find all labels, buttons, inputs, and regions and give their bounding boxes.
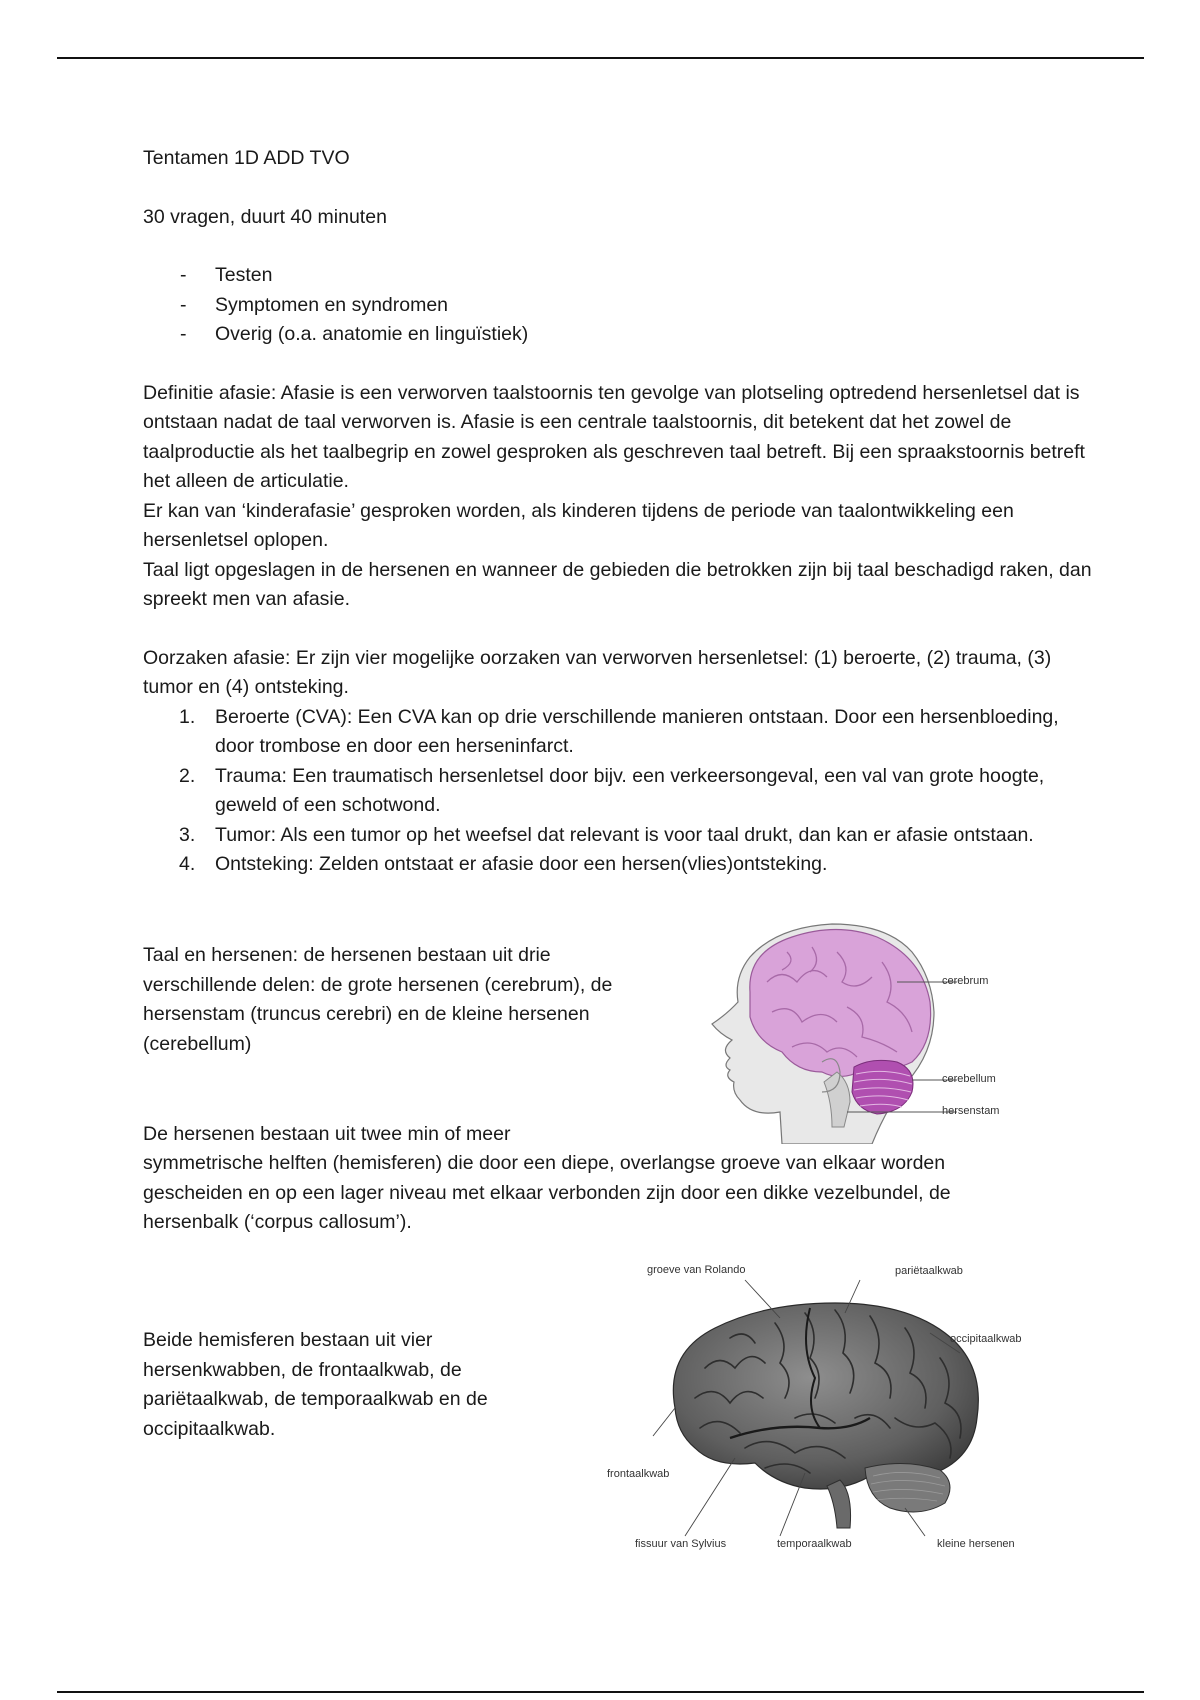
hemispheres-paragraph: symmetrische helften (hemisferen) die door een diepe, overlangse groeve van elkaar worden gescheiden en op een lager niveau met elkaar verbonden zijn door een dikke vezelbundel, de hersenbalk (‘corpus callosum’).	[143, 1152, 951, 1233]
causes-list	[143, 703, 1093, 880]
cerebrum-lateral	[673, 1303, 978, 1489]
head-brain-figure	[672, 922, 1017, 1144]
document-title: Tentamen 1D ADD TVO	[143, 147, 350, 169]
list-item: - Overig (o.a. anatomie en linguïstiek)	[180, 323, 529, 345]
list-item: - Symptomen en syndromen	[180, 293, 449, 316]
top-rule	[57, 57, 1144, 59]
label-frontal: frontaalkwab	[607, 1468, 670, 1480]
causes-intro: Oorzaken afasie: Er zijn vier mogelijke oorzaken van verworven hersenletsel: (1) beroerte, (2) trauma, (3) tumor en (4) ontsteking.	[143, 646, 1052, 698]
label-cerebellum: cerebellum	[942, 1073, 996, 1085]
definition-paragraph: Definitie afasie: Afasie is een verworven taalstoornis ten gevolge van plotseling optredend hersenletsel dat is ontstaan nadat de taal verworven is. Afasie is een centrale taalstoornis, dit betekent dat het zowel de taalproductie als het taalbegrip en zowel gesproken als geschreven taal betreft. Bij een spraakstoornis betreft het alleen de articulatie.	[143, 381, 1085, 492]
list-item: 3. Tumor: Als een tumor op het weefsel dat relevant is voor taal drukt, dan kan er afasie ontstaan.	[179, 823, 1034, 846]
exam-info: 30 vragen, duurt 40 minuten	[143, 205, 387, 228]
label-kleine-hersenen: kleine hersenen	[937, 1538, 1015, 1550]
language-storage-paragraph: Taal ligt opgeslagen in de hersenen en wanneer de gebieden die betrokken zijn bij taal beschadigd raken, dan spreekt men van afasie.	[143, 558, 1092, 610]
list-item: 4. Ontsteking: Zelden ontstaat er afasie door een hersen(vlies)ontsteking.	[179, 853, 828, 875]
label-temporal: temporaalkwab	[777, 1538, 852, 1550]
brain-lobes-illustration	[605, 1258, 1045, 1553]
brain-parts-paragraph: Taal en hersenen: de hersenen bestaan uit drie verschillende delen: de grote hersenen (cerebrum), de hersenstam (truncus cerebri) en de kleine hersenen (cerebellum)	[143, 944, 613, 1055]
bottom-rule	[57, 1691, 1144, 1693]
topic-list	[143, 261, 1093, 350]
label-cerebrum: cerebrum	[942, 975, 989, 987]
label-parietal: pariëtaalkwab	[895, 1265, 963, 1277]
hemispheres-first-line: De hersenen bestaan uit twee min of meer	[143, 1123, 511, 1145]
brainstem-lateral	[827, 1480, 851, 1528]
label-occipital: occipitaalkwab	[950, 1333, 1022, 1345]
label-rolando: groeve van Rolando	[647, 1264, 746, 1276]
document-body	[143, 144, 1093, 880]
label-sylvius: fissuur van Sylvius	[635, 1538, 727, 1550]
label-brainstem: hersenstam	[942, 1105, 1000, 1117]
list-item: 2. Trauma: Een traumatisch hersenletsel door bijv. een verkeersongeval, een val van grote hoogte, geweld of een schotwond.	[179, 764, 1045, 816]
lobes-paragraph: Beide hemisferen bestaan uit vier hersenkwabben, de frontaalkwab, de pariëtaalkwab, de temporaalkwab en de occipitaalkwab.	[143, 1329, 488, 1440]
child-aphasia-paragraph: Er kan van ‘kinderafasie’ gesproken worden, als kinderen tijdens de periode van taalontwikkeling een hersenletsel oplopen.	[143, 499, 1014, 551]
cerebellum-lateral	[865, 1463, 950, 1512]
list-item: - Testen	[180, 264, 273, 286]
list-item: 1. Beroerte (CVA): Een CVA kan op drie verschillende manieren ontstaan. Door een hersenbloeding, door trombose en door een herseninfarct.	[179, 705, 1059, 757]
brain-lobes-figure	[605, 1258, 1045, 1553]
